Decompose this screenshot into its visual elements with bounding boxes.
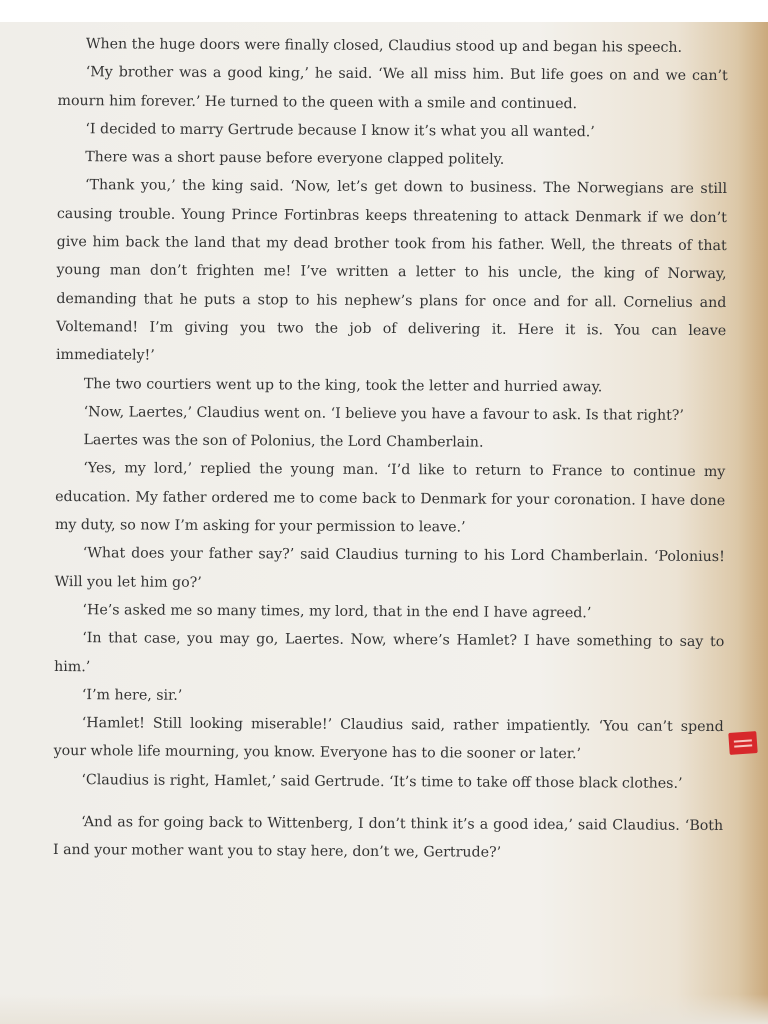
page-text bbox=[53, 30, 728, 869]
page-top-edge bbox=[0, 0, 768, 22]
paragraph: ‘Yes, my lord,’ replied the young man. ‘I’d like to return to France to continue my education. My father ordered me to come back to Denmark for your coronation. I have done my duty, so now I’m asking for your permission to leave.’ bbox=[54, 460, 726, 536]
paragraph: ‘Hamlet! Still looking miserable!’ Claudius said, rather impatiently. ‘You can’t spend your whole life mourning, you know. Everyone has to die sooner or later.’ bbox=[53, 715, 724, 763]
margin-flag-icon bbox=[728, 731, 757, 755]
page-bottom-edge bbox=[0, 994, 768, 1024]
paragraph: When the huge doors were finally closed, Claudius stood up and began his speech. bbox=[85, 36, 683, 56]
paragraph: ‘I’m here, sir.’ bbox=[81, 686, 183, 704]
paragraph: ‘What does your father say?’ said Claudius turning to his Lord Chamberlain. ‘Polonius! Will you let him go?’ bbox=[54, 545, 725, 591]
paragraph: ‘He’s asked me so many times, my lord, that in the end I have agreed.’ bbox=[82, 602, 592, 622]
paragraph: ‘And as for going back to Wittenberg, I don’t think it’s a good idea,’ said Claudius. ‘Both I and your mother want you to stay here, don’t we, Gertrude?’ bbox=[52, 814, 724, 862]
paragraph: ‘I decided to marry Gertrude because I know it’s what you all wanted.’ bbox=[85, 121, 595, 141]
paragraph: There was a short pause before everyone clapped politely. bbox=[85, 149, 505, 168]
paragraph: ‘My brother was a good king,’ he said. ‘We all miss him. But life goes on and we can’t mourn him forever.’ He turned to the queen with a smile and continued. bbox=[57, 64, 728, 112]
paragraph: The two courtiers went up to the king, took the letter and hurried away. bbox=[83, 375, 603, 395]
paragraph: ‘In that case, you may go, Laertes. Now, where’s Hamlet? I have something to say to him.’ bbox=[54, 630, 725, 675]
paragraph: ‘Claudius is right, Hamlet,’ said Gertrude. ‘It’s time to take off those black clothes.’ bbox=[81, 771, 683, 792]
paragraph: ‘Thank you,’ the king said. ‘Now, let’s get down to business. The Norwegians are still causing trouble. Young Prince Fortinbras keeps threatening to attack Denmark if we don’t give him back the land that my dead brother took from his father. Well, the threats of that young man don’t frighten me! I’ve written a letter to his uncle, the king of Norway, demanding that he puts a stop to his nephew’s plans for once and for all. Cornelius and Voltemand! I’m giving you two the job of delivering it. Here it is. You can leave immediately!’ bbox=[55, 177, 728, 364]
paragraph: Laertes was the son of Polonius, the Lord Chamberlain. bbox=[83, 432, 484, 451]
paragraph: ‘Now, Laertes,’ Claudius went on. ‘I believe you have a favour to ask. Is that right?’ bbox=[83, 404, 684, 424]
